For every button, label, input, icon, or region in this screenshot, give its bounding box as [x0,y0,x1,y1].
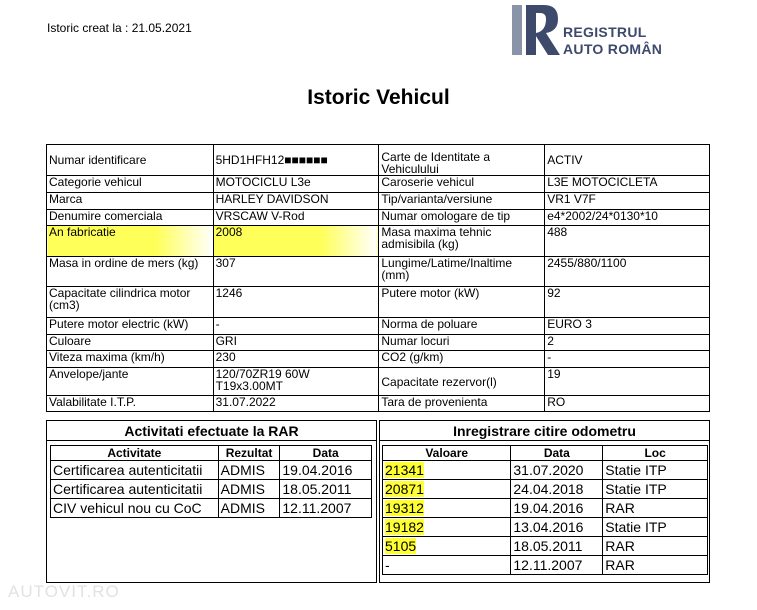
created-date: Istoric creat la : 21.05.2021 [47,21,192,35]
value-locuri: 2 [545,335,710,351]
valoare-highlight: 19182 [385,519,424,535]
logo-r [526,5,560,55]
label-culoare: Culoare [47,335,214,351]
value-masa-maxima: 488 [545,226,710,257]
value-numar-identificare: 5HD1HFH12■■■■■■ [213,145,379,176]
valoare-cell [383,537,511,556]
value-carte-identitate: ACTIV [545,145,710,176]
label-numar-identificare: Numar identificare [47,145,214,176]
valoare-highlight: 5105 [385,538,417,554]
label-masa-mers: Masa in ordine de mers (kg) [47,257,214,287]
valoare-highlight: 19312 [385,500,424,516]
label-masa-maxima: Masa maxima tehnic admisibila (kg) [379,226,545,257]
table-row [383,480,708,499]
activitati-box [46,420,377,583]
table-row [47,176,710,193]
value-denumire: VRSCAW V-Rod [213,210,379,226]
value-dimensiuni: 2455/880/1100 [545,257,710,287]
label-dimensiuni: Lungime/Latime/Inaltime (mm) [379,257,545,287]
table-row [383,518,708,537]
table-row [383,461,708,480]
valoare-highlight: 21341 [385,462,424,478]
table-row [47,193,710,210]
table-row [47,226,710,257]
value-masa-mers: 307 [213,257,379,287]
label-marca: Marca [47,193,214,210]
table-row [47,145,710,176]
rezultat-cell: ADMIS [218,499,280,518]
loc-cell: RAR [603,556,708,575]
logo-text [563,24,662,58]
valoare-cell [383,480,511,499]
header-data: Data [511,446,603,461]
value-categorie: MOTOCICLU L3e [213,176,379,193]
logo-line-1: REGISTRUL [563,24,647,40]
label-norma: Norma de poluare [379,318,545,335]
label-locuri: Numar locuri [379,335,545,351]
value-an-fabricatie: 2008 [213,226,379,257]
label-putere-motor: Putere motor (kW) [379,287,545,318]
valoare-cell: - [383,556,511,575]
logo-bar [512,5,522,55]
table-row [47,368,710,396]
value-rezervor: 19 [545,368,710,396]
rezultat-cell: ADMIS [218,480,280,499]
header-activitate: Activitate [51,446,219,461]
header-loc: Loc [603,446,708,461]
watermark: AUTOVIT.RO [8,582,120,601]
value-omologare: e4*2002/24*0130*10 [545,210,710,226]
loc-cell: RAR [603,499,708,518]
value-tara: RO [545,396,710,412]
data-cell: 19.04.2016 [511,499,603,518]
label-tip: Tip/varianta/versiune [379,193,545,210]
odometru-title: Inregistrare citire odometru [380,421,709,441]
header-data: Data [280,446,372,461]
loc-cell: Statie ITP [603,480,708,499]
history-section [46,420,710,583]
value-co2: - [545,351,710,368]
value-caroserie: L3E MOTOCICLETA [545,176,710,193]
table-row [47,335,710,351]
activitati-title: Activitati efectuate la RAR [47,421,376,441]
table-row [47,210,710,226]
logo-line-2: AUTO ROMÂN [563,41,663,57]
value-putere-motor: 92 [545,287,710,318]
value-itp: 31.07.2022 [213,396,379,412]
label-anvelope: Anvelope/jante [47,368,214,396]
value-capacitate: 1246 [213,287,379,318]
label-tara: Tara de provenienta [379,396,545,412]
header-valoare: Valoare [383,446,511,461]
value-tip: VR1 V7F [545,193,710,210]
table-row [51,480,372,499]
table-row [47,351,710,368]
activitate-cell: Certificarea autenticitatii [51,461,219,480]
label-carte-identitate: Carte de Identitate a Vehiculului [379,145,545,176]
value-marca: HARLEY DAVIDSON [213,193,379,210]
label-omologare: Numar omologare de tip [379,210,545,226]
value-norma: EURO 3 [545,318,710,335]
table-row [47,287,710,318]
table-row [383,499,708,518]
header-rezultat: Rezultat [218,446,280,461]
data-cell: 18.05.2011 [511,537,603,556]
odometru-header-row [383,446,708,461]
data-cell: 18.05.2011 [280,480,372,499]
data-cell: 12.11.2007 [280,499,372,518]
label-co2: CO2 (g/km) [379,351,545,368]
label-caroserie: Caroserie vehicul [379,176,545,193]
table-row [383,537,708,556]
table-row [51,461,372,480]
table-row [47,257,710,287]
loc-cell: RAR [603,537,708,556]
activitati-table [50,445,372,518]
value-viteza: 230 [213,351,379,368]
label-categorie: Categorie vehicul [47,176,214,193]
rezultat-cell: ADMIS [218,461,280,480]
page-title: Istoric Vehicul [307,86,450,109]
label-itp: Valabilitate I.T.P. [47,396,214,412]
table-row [51,499,372,518]
label-denumire: Denumire comerciala [47,210,214,226]
value-putere-electric: - [213,318,379,335]
label-rezervor: Capacitate rezervor(l) [379,368,545,396]
data-cell: 13.04.2016 [511,518,603,537]
valoare-cell [383,461,511,480]
label-putere-electric: Putere motor electric (kW) [47,318,214,335]
label-an-fabricatie: An fabricatie [47,226,214,257]
data-cell: 12.11.2007 [511,556,603,575]
loc-cell: Statie ITP [603,461,708,480]
value-anvelope: 120/70ZR19 60W T19x3.00MT [213,368,379,396]
table-row [383,556,708,575]
loc-cell: Statie ITP [603,518,708,537]
odometru-table [382,445,708,575]
data-cell: 19.04.2016 [280,461,372,480]
valoare-highlight: 20871 [385,481,424,497]
data-cell: 31.07.2020 [511,461,603,480]
value-culoare: GRI [213,335,379,351]
vehicle-details-table [46,144,710,412]
table-row [47,318,710,335]
data-cell: 24.04.2018 [511,480,603,499]
activitate-cell: CIV vehicul nou cu CoC [51,499,219,518]
odometru-box [379,420,710,583]
activitate-cell: Certificarea autenticitatii [51,480,219,499]
label-capacitate: Capacitate cilindrica motor (cm3) [47,287,214,318]
label-viteza: Viteza maxima (km/h) [47,351,214,368]
valoare-cell [383,518,511,537]
activitati-header-row [51,446,372,461]
valoare-cell [383,499,511,518]
table-row [47,396,710,412]
